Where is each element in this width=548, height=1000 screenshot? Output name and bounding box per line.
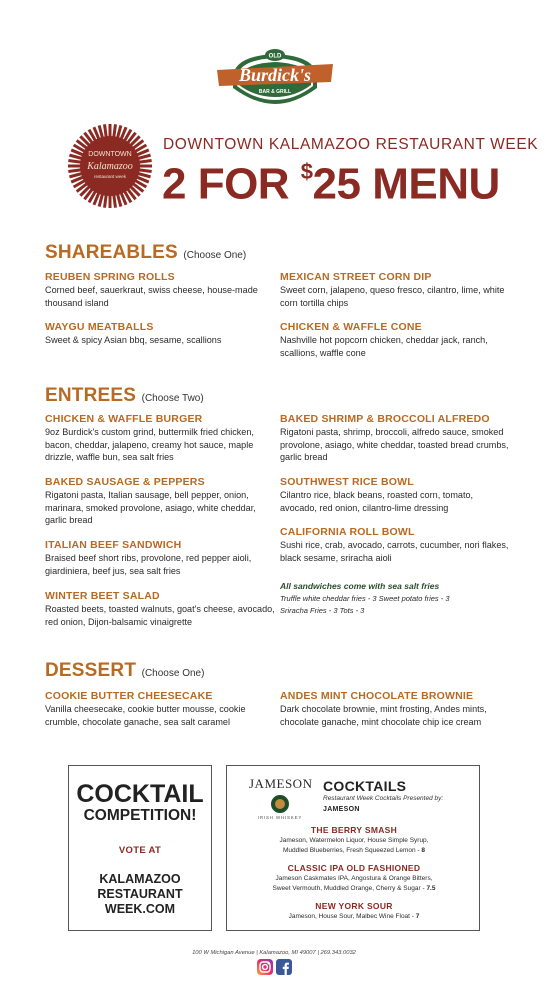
footer-address: 100 W Michigan Avenue | Kalamazoo, MI 49007 | 269.343.0032 — [192, 950, 356, 956]
facebook-icon[interactable] — [276, 959, 292, 975]
sides-note: All sandwiches come with sea salt fries Truffle white cheddar fries - 3 Sweet potato fries - 3 Sriracha Fries - 3 Tots - 3 — [280, 581, 450, 615]
menu-item: REUBEN SPRING ROLLS Corned beef, sauerkraut, swiss cheese, house-made thousand island — [45, 271, 258, 308]
menu-item: MEXICAN STREET CORN DIP Sweet corn, jalapeno, queso fresco, cilantro, lime, white corn tortilla chips — [280, 271, 505, 308]
menu-item: ITALIAN BEEF SANDWICH Braised beef short ribs, provolone, red pepper aioli, giardiniera, beef jus, sea salt fries — [45, 539, 252, 576]
instagram-icon[interactable] — [257, 959, 273, 975]
menu-item: BAKED SAUSAGE & PEPPERS Rigatoni pasta, Italian sausage, bell pepper, onion, marinara, smoked provolone, asiago, white cheddar, garlic bread — [45, 476, 256, 526]
svg-text:OLD: OLD — [268, 53, 282, 60]
menu-item: COOKIE BUTTER CHEESECAKE Vanilla cheesecake, cookie butter mousse, cookie crumble, chocolate ganache, sea salt caramel — [45, 690, 246, 727]
menu-item: WAYGU MEATBALLS Sweet & spicy Asian bbq, sesame, scallions — [45, 321, 222, 345]
entrees-heading: ENTREES (Choose Two) — [45, 385, 204, 406]
vote-website: KALAMAZOO RESTAURANT WEEK.COM — [97, 872, 183, 916]
competition-title: COCKTAIL — [76, 780, 204, 808]
menu-item: CALIFORNIA ROLL BOWL Sushi rice, crab, avocado, carrots, cucumber, nori flakes, black sesame, sriracha aioli — [280, 526, 509, 563]
menu-item: BAKED SHRIMP & BROCCOLI ALFREDO Rigatoni pasta, shrimp, broccoli, alfredo sauce, smoked provolone, asiago, white cheddar, toasted bread crumbs, garlic bread — [280, 413, 509, 463]
menu-item: CHICKEN & WAFFLE CONE Nashville hot popcorn chicken, cheddar jack, ranch, scallions, waffle cone — [280, 321, 488, 358]
presented-by: Restaurant Week Cocktails Presented by: — [323, 795, 444, 802]
menu-item: ANDES MINT CHOCOLATE BROWNIE Dark chocolate brownie, mint frosting, Andes mints, chocolate ganache, mint chocolate chip ice cream — [280, 690, 487, 727]
cocktails-box — [226, 765, 480, 931]
shareables-heading: SHAREABLES (Choose One) — [45, 242, 247, 263]
jameson-logo: JAMESON IRISH WHISKEY — [249, 776, 313, 820]
cocktail-item: NEW YORK SOUR Jameson, House Sour, Malbec Wine Float - 7 — [288, 901, 420, 920]
menu-item: SOUTHWEST RICE BOWL Cilantro rice, black beans, roasted corn, tomato, avocado, red onion, cilantro-lime dressing — [280, 476, 474, 513]
menu-item: CHICKEN & WAFFLE BURGER 9oz Burdick's custom grind, buttermilk fried chicken, bacon, cheddar, jalapeno, creamy hot sauce, maple drizzle, waffle bun, sea salt fries — [45, 413, 254, 463]
menu-title: 2 FOR $25 MENU — [162, 159, 500, 209]
dessert-heading: DESSERT (Choose One) — [45, 660, 205, 681]
cocktail-item: THE BERRY SMASH Jameson, Watermelon Liquor, House Simple Syrup, Muddled Blueberries, Fresh Squeezed Lemon - 8 — [279, 825, 429, 854]
cocktail-item: CLASSIC IPA OLD FASHIONED Jameson Caskmates IPA, Angostura & Orange Bitters, Sweet Vermouth, Muddled Orange, Cherry & Sugar - 7.5 — [272, 863, 436, 892]
competition-subtitle: COMPETITION! — [83, 807, 197, 824]
vote-label: VOTE AT — [118, 845, 162, 856]
restaurant-week-subtitle: DOWNTOWN KALAMAZOO RESTAURANT WEEK — [163, 136, 539, 153]
cocktails-title: COCKTAILS — [323, 778, 407, 794]
svg-text:restaurant week: restaurant week — [93, 174, 127, 179]
jameson-seal-icon — [271, 795, 289, 813]
svg-text:BAR & GRILL: BAR & GRILL — [258, 89, 292, 95]
burdicks-logo — [215, 48, 335, 106]
sponsor-name: JAMESON — [323, 806, 360, 813]
restaurant-week-badge — [66, 122, 154, 210]
cocktail-competition-box — [68, 765, 212, 931]
svg-text:DOWNTOWN: DOWNTOWN — [88, 151, 132, 158]
svg-text:Kalamazoo: Kalamazoo — [87, 161, 133, 172]
svg-text:Burdick's: Burdick's — [238, 65, 312, 85]
menu-item: WINTER BEET SALAD Roasted beets, toasted walnuts, goat's cheese, avocado, red onion, Dijon-balsamic vinaigrette — [45, 590, 275, 627]
